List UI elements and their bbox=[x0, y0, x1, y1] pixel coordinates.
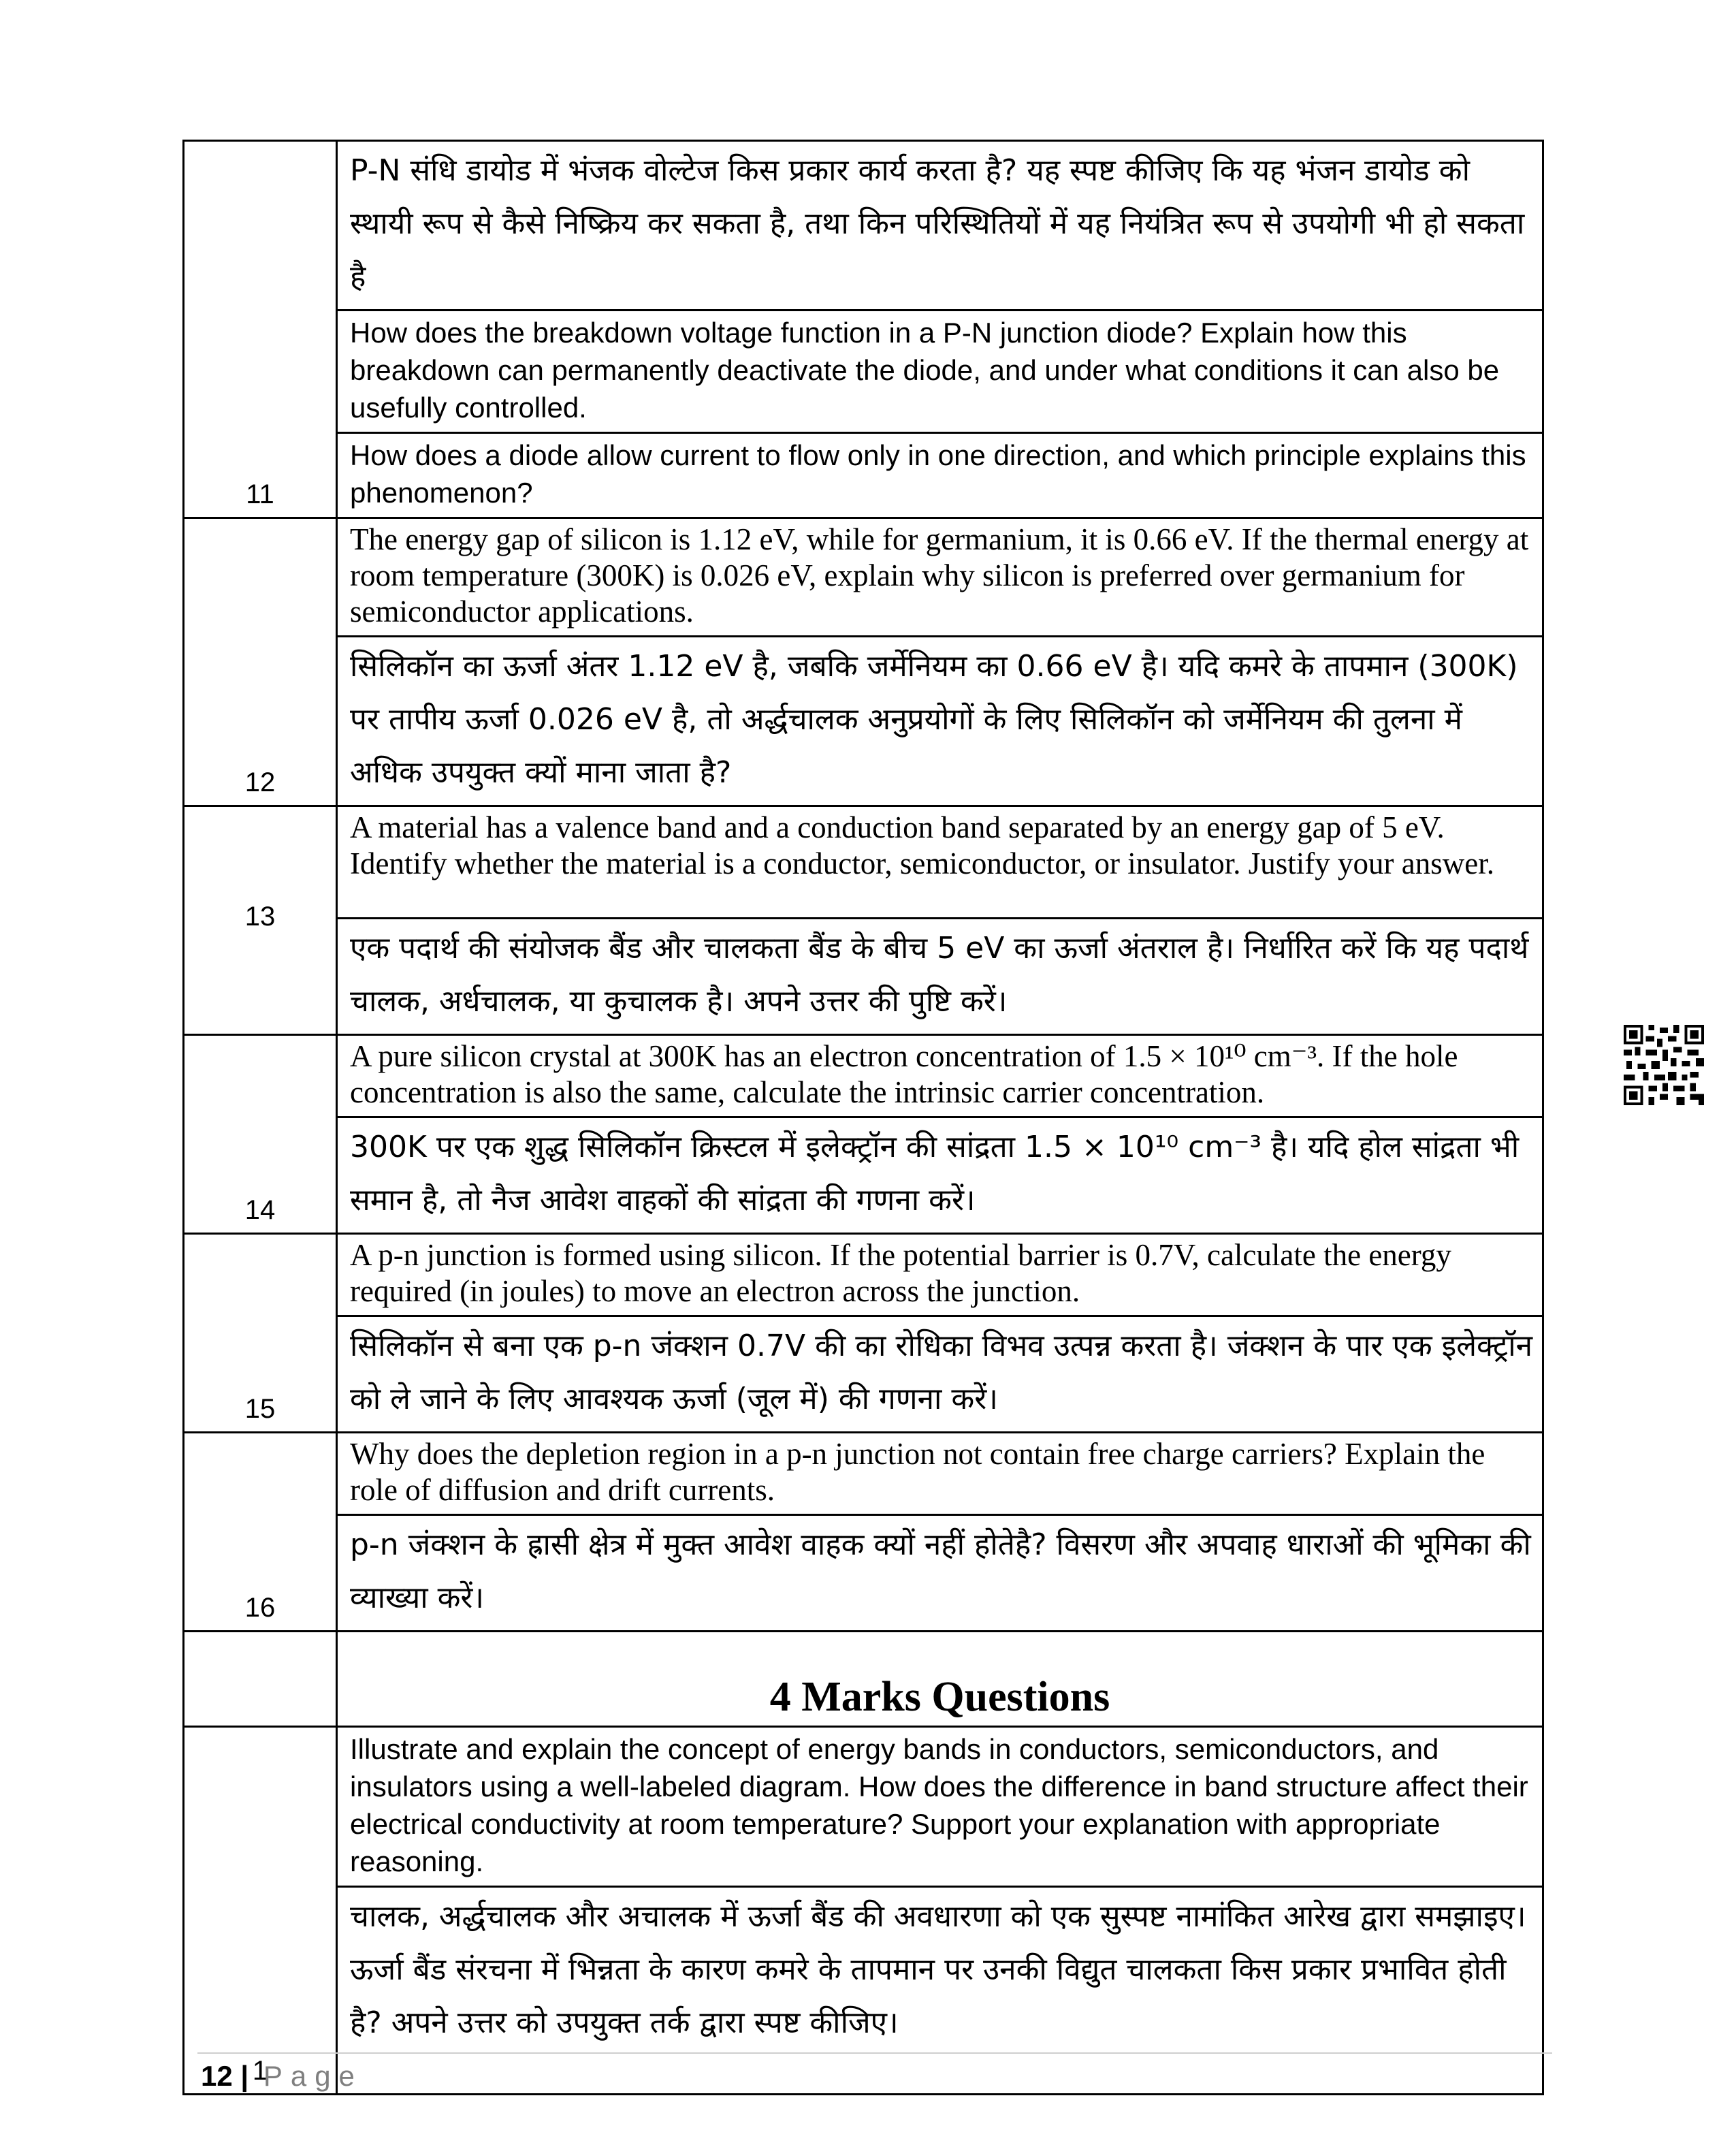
question-text-hindi: सिलिकॉन से बना एक p-n जंक्शन 0.7V की का रोधिका विभव उत्पन्न करता है। जंक्शन के पार एक इलेक्ट्रॉन को ले जाने के लिए आवश्यक ऊर्जा (जूल में) की गणना करें। bbox=[338, 1316, 1542, 1432]
question-text-english: The energy gap of silicon is 1.12 eV, while for germanium, it is 0.66 eV. If the thermal energy at room temperature (300K) is 0.026 eV, explain why silicon is preferred over germanium for semiconductor applications. bbox=[350, 522, 1529, 629]
question-text-english: Illustrate and explain the concept of energy bands in conductors, semiconductors, and insulators using a well-labeled diagram. How does the difference in band structure affect their electrical conductivity at room temperature? Support your explanation with appropriate reasoning. bbox=[350, 1733, 1528, 1877]
question-text-hindi: p-n जंक्शन के ह्रासी क्षेत्र में मुक्त आवेश वाहक क्यों नहीं होतेहै? विसरण और अपवाह धाराओं की भूमिका की व्याख्या करें। bbox=[338, 1515, 1542, 1631]
question-row bbox=[184, 1433, 1543, 1632]
question-text-hindi: चालक, अर्द्धचालक और अचालक में ऊर्जा बैंड की अवधारणा को एक सुस्पष्ट नामांकित आरेख द्वारा समझाइए। ऊर्जा बैंड संरचना में भिन्नता के कारण कमरे के तापमान पर उनकी विद्युत चालकता किस प्रकार प्रभावित होती है? अपने उत्तर को उपयुक्त तर्क द्वारा स्पष्ट कीजिए। bbox=[338, 1887, 1542, 2094]
question-text-hindi: 300K पर एक शुद्ध सिलिकॉन क्रिस्टल में इलेक्ट्रॉन की सांद्रता 1.5 × 10¹⁰ cm⁻³ है। यदि होल सांद्रता भी समान है, तो नैज आवेश वाहकों की सांद्रता की गणना करें। bbox=[338, 1117, 1542, 1233]
question-text-english: A pure silicon crystal at 300K has an electron concentration of 1.5 × 10¹⁰ cm⁻³. If the hole concentration is also the same, calculate the intrinsic carrier concentration. bbox=[350, 1039, 1458, 1109]
question-row bbox=[184, 518, 1543, 806]
page-label: Page bbox=[263, 2060, 363, 2092]
question-text-hindi: एक पदार्थ की संयोजक बैंड और चालकता बैंड के बीच 5 eV का ऊर्जा अंतराल है। निर्धारित करें कि यह पदार्थ चालक, अर्धचालक, या कुचालक है। अपने उत्तर की पुष्टि करें। bbox=[338, 919, 1542, 1034]
question-row bbox=[184, 1727, 1543, 2095]
question-cell bbox=[337, 1035, 1543, 1234]
question-text-hindi: सिलिकॉन का ऊर्जा अंतर 1.12 eV है, जबकि जर्मेनियम का 0.66 eV है। यदि कमरे के तापमान (300K) पर तापीय ऊर्जा 0.026 eV है, तो अर्द्धचालक अनुप्रयोगों के लिए सिलिकॉन को जर्मेनियम की तुलना में अधिक उपयुक्त क्यों माना जाता है? bbox=[338, 637, 1542, 806]
question-row bbox=[184, 1035, 1543, 1234]
question-cell bbox=[337, 1433, 1543, 1632]
question-text-english: A material has a valence band and a conduction band separated by an energy gap of 5 eV. Identify whether the material is a conductor, semiconductor, or insulator. Justify your answer. bbox=[350, 810, 1494, 880]
question-number: 15 bbox=[184, 1234, 337, 1433]
page-number: 12 bbox=[201, 2060, 233, 2092]
section-heading-row bbox=[184, 1632, 1543, 1727]
footer-divider bbox=[197, 2052, 1552, 2054]
question-table bbox=[182, 140, 1544, 2095]
question-cell bbox=[337, 518, 1543, 806]
question-text-english: How does the breakdown voltage function in a P-N junction diode? Explain how this breakdown can permanently deactivate the diode, and under what conditions it can also be usefully controlled. bbox=[338, 311, 1542, 433]
question-cell bbox=[337, 806, 1543, 1035]
qr-code-icon[interactable] bbox=[1624, 1025, 1704, 1105]
question-cell bbox=[337, 1234, 1543, 1433]
question-number: 1 bbox=[184, 1727, 337, 2095]
footer-separator: | bbox=[240, 2060, 249, 2092]
question-number: 12 bbox=[184, 518, 337, 806]
question-cell bbox=[337, 1727, 1543, 2095]
question-text-hindi: P-N संधि डायोड में भंजक वोल्टेज किस प्रकार कार्य करता है? यह स्पष्ट कीजिए कि यह भंजन डायोड को स्थायी रूप से कैसे निष्क्रिय कर सकता है, तथा किन परिस्थितियों में यह नियंत्रित रूप से उपयोगी भी हो सकता है bbox=[350, 153, 1525, 294]
question-number: 14 bbox=[184, 1035, 337, 1234]
question-text-english: Why does the depletion region in a p-n junction not contain free charge carriers? Explain the role of diffusion and drift currents. bbox=[350, 1437, 1485, 1507]
question-row bbox=[184, 806, 1543, 1035]
page-footer bbox=[201, 2060, 363, 2093]
question-number: 11 bbox=[184, 141, 337, 518]
question-row bbox=[184, 1234, 1543, 1433]
question-cell bbox=[337, 141, 1543, 518]
question-number: 13 bbox=[184, 806, 337, 1035]
question-row bbox=[184, 141, 1543, 518]
empty-number-cell bbox=[184, 1632, 337, 1727]
question-text-english: A p-n junction is formed using silicon. If the potential barrier is 0.7V, calculate the energy required (in joules) to move an electron across the junction. bbox=[350, 1238, 1451, 1308]
section-heading: 4 Marks Questions bbox=[337, 1632, 1543, 1727]
question-number: 16 bbox=[184, 1433, 337, 1632]
question-text-english: How does a diode allow current to flow only in one direction, and which principle explains this phenomenon? bbox=[338, 433, 1542, 518]
